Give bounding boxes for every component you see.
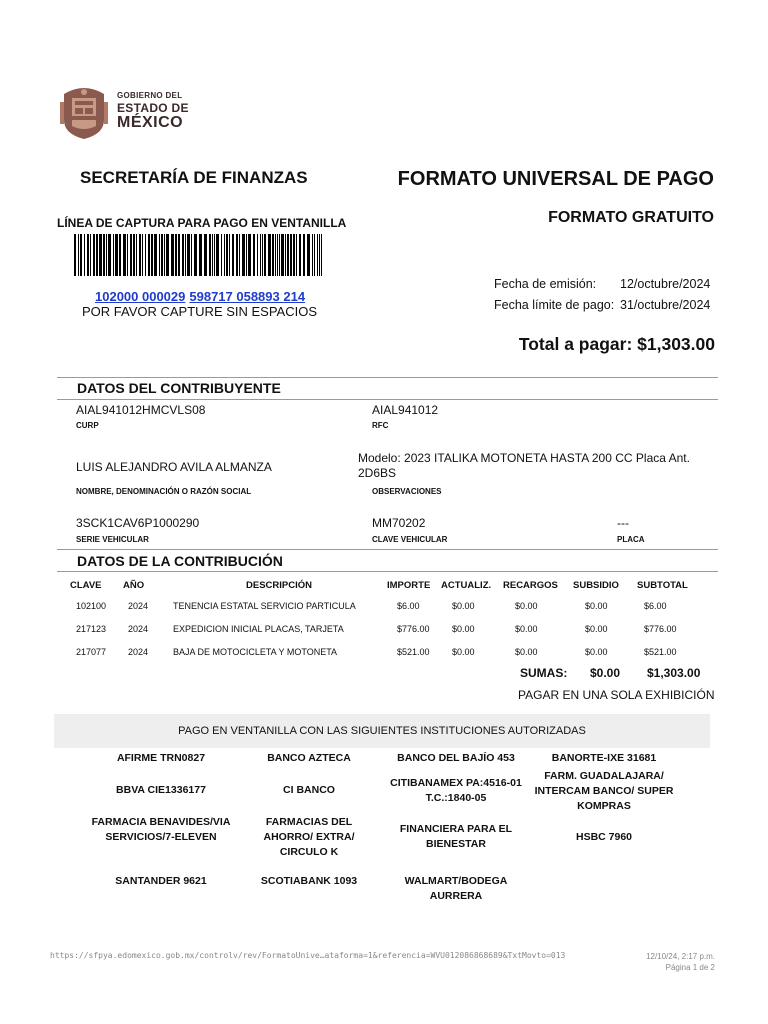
cell-actualiz: $0.00: [452, 623, 475, 634]
fecha-emision-label: Fecha de emisión:: [494, 277, 597, 291]
sumas-label: SUMAS:: [520, 666, 568, 680]
rfc-label: RFC: [372, 421, 389, 430]
cell-importe: $776.00: [397, 623, 430, 634]
fecha-emision: [494, 277, 711, 291]
total-a-pagar: Total a pagar: $1,303.00: [518, 334, 715, 354]
bank-item: FARM. GUADALAJARA/ INTERCAM BANCO/ SUPER KOMPRAS: [534, 770, 674, 812]
bank-item: BANCO DEL BAJÍO 453: [397, 752, 515, 764]
observaciones-label: OBSERVACIONES: [372, 487, 442, 496]
observaciones-value: Modelo: 2023 ITALIKA MOTONETA HASTA 200 CC Placa Ant. 2D6BS: [358, 451, 690, 480]
bank-item: HSBC 7960: [575, 831, 633, 843]
cell-recargos: $0.00: [515, 623, 538, 634]
cell-anio: 2024: [128, 646, 149, 657]
column-header: RECARGOS: [503, 579, 558, 591]
cell-subtotal: $521.00: [644, 646, 677, 657]
cell-clave: 102100: [76, 600, 107, 611]
bank-item: BANCO AZTECA: [267, 752, 351, 764]
bank-item: CITIBANAMEX PA:4516-01 T.C.:1840-05: [390, 777, 522, 804]
fecha-limite-label: Fecha límite de pago:: [494, 298, 615, 312]
cell-subtotal: $6.00: [644, 600, 667, 611]
cell-subsidio: $0.00: [585, 623, 608, 634]
nombre-label: NOMBRE, DENOMINACIÓN O RAZÓN SOCIAL: [76, 487, 252, 496]
divider: [57, 571, 718, 572]
banks-title: PAGO EN VENTANILLA CON LAS SIGUIENTES INSTITUCIONES AUTORIZADAS: [178, 725, 586, 737]
fecha-limite-value: 31/octubre/2024: [620, 298, 711, 312]
divider: [57, 549, 718, 550]
bank-item: WALMART/BODEGA AURRERA: [404, 875, 508, 902]
fecha-limite: [494, 298, 711, 312]
reference-part-2[interactable]: 598717 058893 214: [189, 289, 306, 304]
reference-part-1[interactable]: 102000 000029: [95, 289, 186, 304]
column-header: AÑO: [123, 579, 145, 591]
bank-item: FINANCIERA PARA EL BIENESTAR: [399, 823, 513, 850]
cell-descripcion: EXPEDICION INICIAL PLACAS, TARJETA: [173, 623, 344, 634]
cell-subtotal: $776.00: [644, 623, 677, 634]
placa-value: ---: [617, 516, 629, 530]
formato-gratuito-title: FORMATO GRATUITO: [548, 209, 714, 226]
gov-line-2: ESTADO DE: [117, 101, 189, 115]
linea-captura-title: LÍNEA DE CAPTURA PARA PAGO EN VENTANILLA: [57, 216, 347, 230]
bank-item: SCOTIABANK 1093: [260, 875, 358, 887]
column-header: ACTUALIZ.: [441, 579, 492, 591]
serie-vehicular-label: SERIE VEHICULAR: [76, 535, 149, 544]
gov-line-1: GOBIERNO DEL: [117, 91, 183, 100]
table-row: [62, 617, 707, 640]
cell-actualiz: $0.00: [452, 646, 475, 657]
bank-item: BANORTE-IXE 31681: [551, 752, 657, 764]
formato-title: FORMATO UNIVERSAL DE PAGO: [397, 168, 714, 190]
cell-recargos: $0.00: [515, 646, 538, 657]
divider: [57, 377, 718, 378]
cell-importe: $6.00: [397, 600, 420, 611]
cell-importe: $521.00: [397, 646, 430, 657]
contribuyente-title: DATOS DEL CONTRIBUYENTE: [77, 380, 281, 396]
cell-clave: 217077: [76, 646, 107, 657]
placa-label: PLACA: [617, 535, 645, 544]
reference-number[interactable]: [95, 289, 305, 304]
fecha-emision-value: 12/octubre/2024: [620, 277, 711, 291]
bank-item: CI BANCO: [283, 784, 335, 796]
divider: [57, 399, 718, 400]
table-row: [62, 594, 707, 617]
footer-datetime: 12/10/24, 2:17 p.m.: [646, 952, 715, 961]
pago-exhibicion-note: PAGAR EN UNA SOLA EXHIBICIÓN: [518, 688, 715, 702]
bank-item: BBVA CIE1336177: [116, 784, 206, 796]
coat-of-arms-logo: [58, 84, 110, 140]
cell-clave: 217123: [76, 623, 107, 634]
contribucion-title: DATOS DE LA CONTRIBUCIÓN: [77, 553, 283, 569]
barcode: [74, 234, 322, 276]
curp-value: AIAL941012HMCVLS08: [76, 403, 206, 417]
cell-subsidio: $0.00: [585, 646, 608, 657]
column-header: SUBSIDIO: [573, 579, 619, 591]
contribution-table: [62, 576, 707, 663]
column-header: SUBTOTAL: [637, 579, 688, 591]
footer-meta: [646, 951, 715, 973]
clave-vehicular-label: CLAVE VEHICULAR: [372, 535, 448, 544]
cell-anio: 2024: [128, 600, 149, 611]
secretaria-title: SECRETARÍA DE FINANZAS: [80, 168, 308, 187]
cell-actualiz: $0.00: [452, 600, 475, 611]
cell-subsidio: $0.00: [585, 600, 608, 611]
table-header-row: [62, 576, 707, 594]
bank-item: AFIRME TRN0827: [116, 752, 206, 764]
clave-vehicular-value: MM70202: [372, 516, 426, 530]
table-row: [62, 640, 707, 663]
bank-item: FARMACIA BENAVIDES/VIA SERVICIOS/7-ELEVEN: [91, 816, 231, 843]
footer-url: https://sfpya.edomexico.gob.mx/controlv/rev/FormatoUnive…ataforma=1&referencia=WVU012086868689&TxtMovto=013: [50, 951, 566, 960]
bank-item: SANTANDER 9621: [115, 875, 207, 887]
column-header: IMPORTE: [387, 579, 431, 591]
serie-vehicular-value: 3SCK1CAV6P1000290: [76, 516, 200, 530]
cell-anio: 2024: [128, 623, 149, 634]
footer-page: Página 1 de 2: [665, 963, 715, 972]
nombre-value: LUIS ALEJANDRO AVILA ALMANZA: [76, 460, 272, 474]
cell-descripcion: BAJA DE MOTOCICLETA Y MOTONETA: [173, 646, 338, 657]
capture-note: POR FAVOR CAPTURE SIN ESPACIOS: [82, 304, 318, 319]
sumas-subsidio: $0.00: [590, 666, 621, 680]
government-logotype: [117, 92, 189, 131]
bank-item: FARMACIAS DEL AHORRO/ EXTRA/ CIRCULO K: [263, 816, 355, 858]
cell-recargos: $0.00: [515, 600, 538, 611]
rfc-value: AIAL941012: [372, 403, 439, 417]
column-header: CLAVE: [70, 579, 102, 591]
gov-line-3: MÉXICO: [117, 114, 184, 131]
column-header: DESCRIPCIÓN: [246, 579, 312, 591]
sumas-subtotal: $1,303.00: [647, 666, 701, 680]
cell-descripcion: TENENCIA ESTATAL SERVICIO PARTICULA: [173, 600, 356, 611]
curp-label: CURP: [76, 421, 99, 430]
